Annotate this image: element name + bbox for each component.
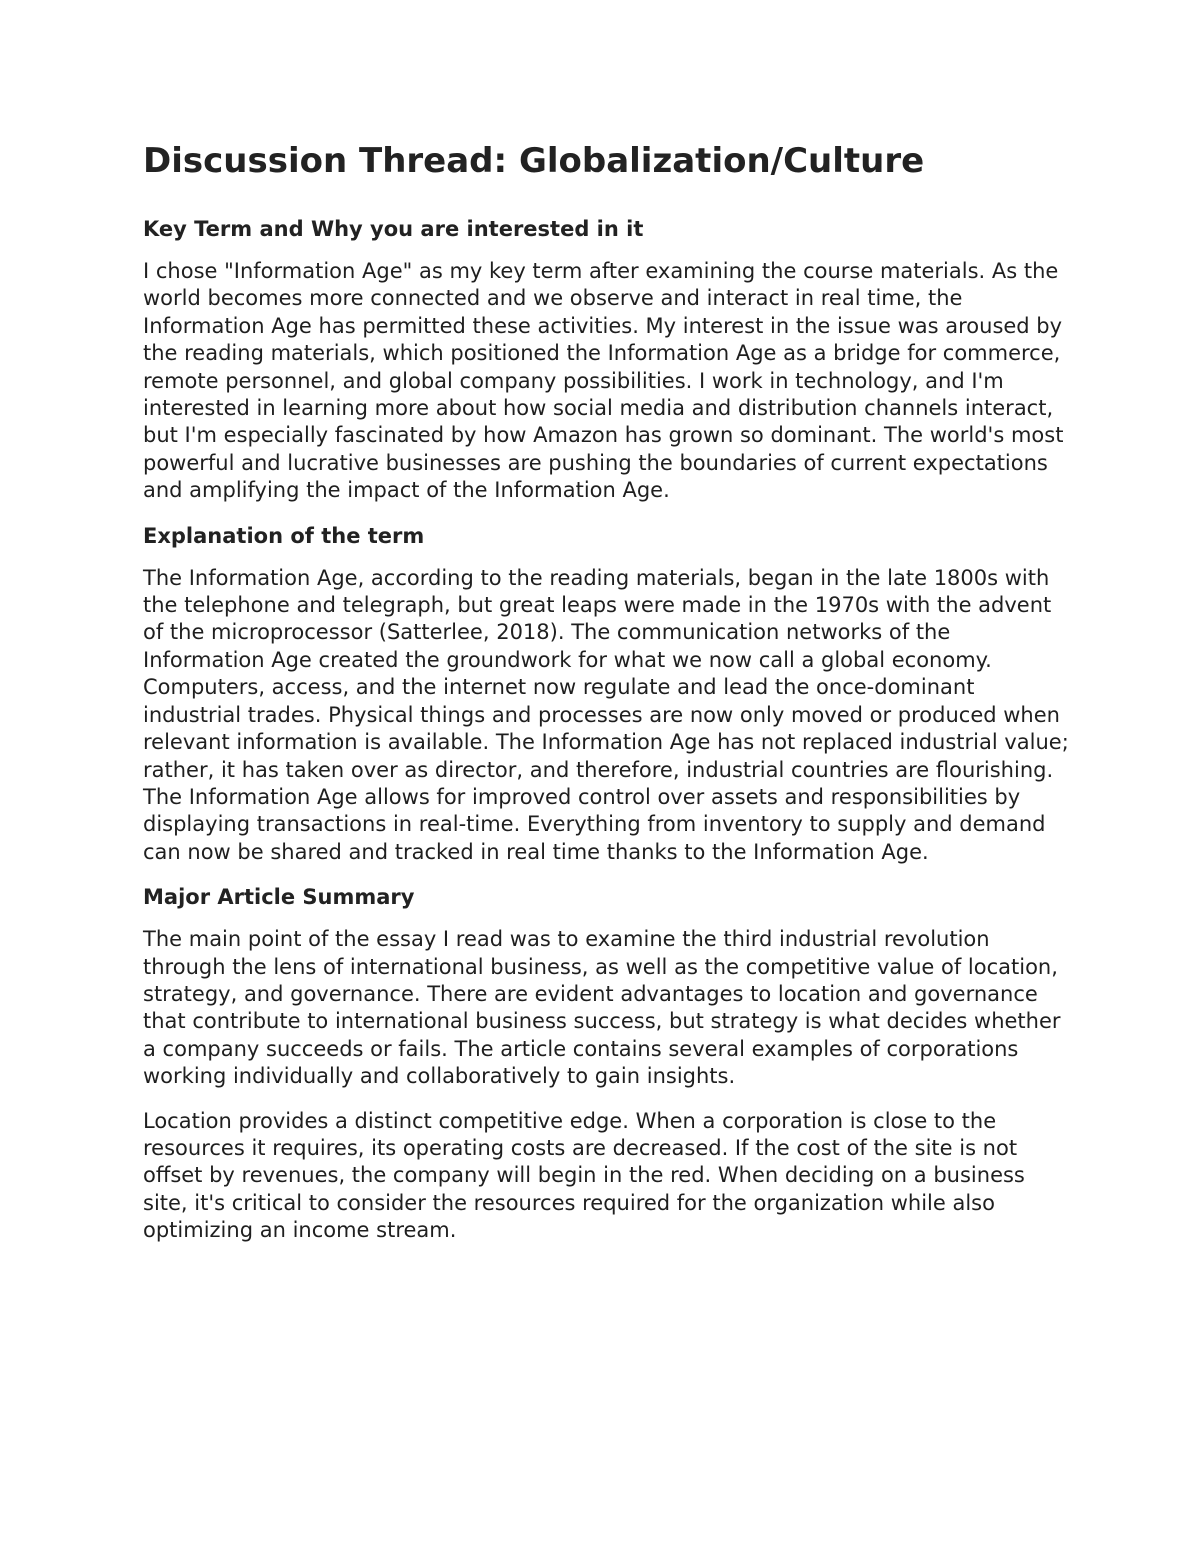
document-page [143,140,1073,1262]
paragraph-article-summary-1: The main point of the essay I read was to examine the third industrial revolution through the lens of international business, as well as the competitive value of location, strategy, and governance. There are evident advantages to location and governance that contribute to international business success, but strategy is what decides whether a company succeeds or fails. The article contains several examples of corporations working individually and collaboratively to gain insights. [143,927,1061,1089]
section-key-term [143,215,1073,505]
paragraph-article-summary-2: Location provides a distinct competitive edge. When a corporation is close to the resources it requires, its operating costs are decreased. If the cost of the site is not offset by revenues, the company will begin in the red. When deciding on a business site, it's critical to consider the resources required for the organization while also optimizing an income stream. [143,1108,1025,1243]
section-heading-key-term: Key Term and Why you are interested in it [143,217,644,241]
document-title: Discussion Thread: Globalization/Culture [143,141,925,181]
paragraph-explanation: The Information Age, according to the reading materials, began in the late 1800s with the telephone and telegraph, but great leaps were made in the 1970s with the advent of the microprocessor (Satterlee, 2018). The communication networks of the Information Age created the groundwork for what we now call a global economy. Computers, access, and the internet now regulate and lead the once-dominant industrial trades. Physical things and processes are now only moved or produced when relevant information is available. The Information Age has not replaced industrial value; rather, it has taken over as director, and therefore, industrial countries are flourishing. The Information Age allows for improved control over assets and responsibilities by displaying transactions in real-time. Everything from inventory to supply and demand can now be shared and tracked in real time thanks to the Information Age. [143,565,1069,864]
paragraph-key-term: I chose "Information Age" as my key term after examining the course materials. As the world becomes more connected and we observe and interact in real time, the Information Age has permitted these activities. My interest in the issue was aroused by the reading materials, which positioned the Information Age as a bridge for commerce, remote personnel, and global company possibilities. I work in technology, and I'm interested in learning more about how social media and distribution channels interact, but I'm especially fascinated by how Amazon has grown so dominant. The world's most powerful and lucrative businesses are pushing the boundaries of current expectations and amplifying the impact of the Information Age. [143,259,1064,503]
section-article-summary [143,883,1073,1244]
section-heading-article-summary: Major Article Summary [143,885,415,910]
section-heading-explanation: Explanation of the term [143,523,425,548]
section-explanation [143,522,1073,866]
